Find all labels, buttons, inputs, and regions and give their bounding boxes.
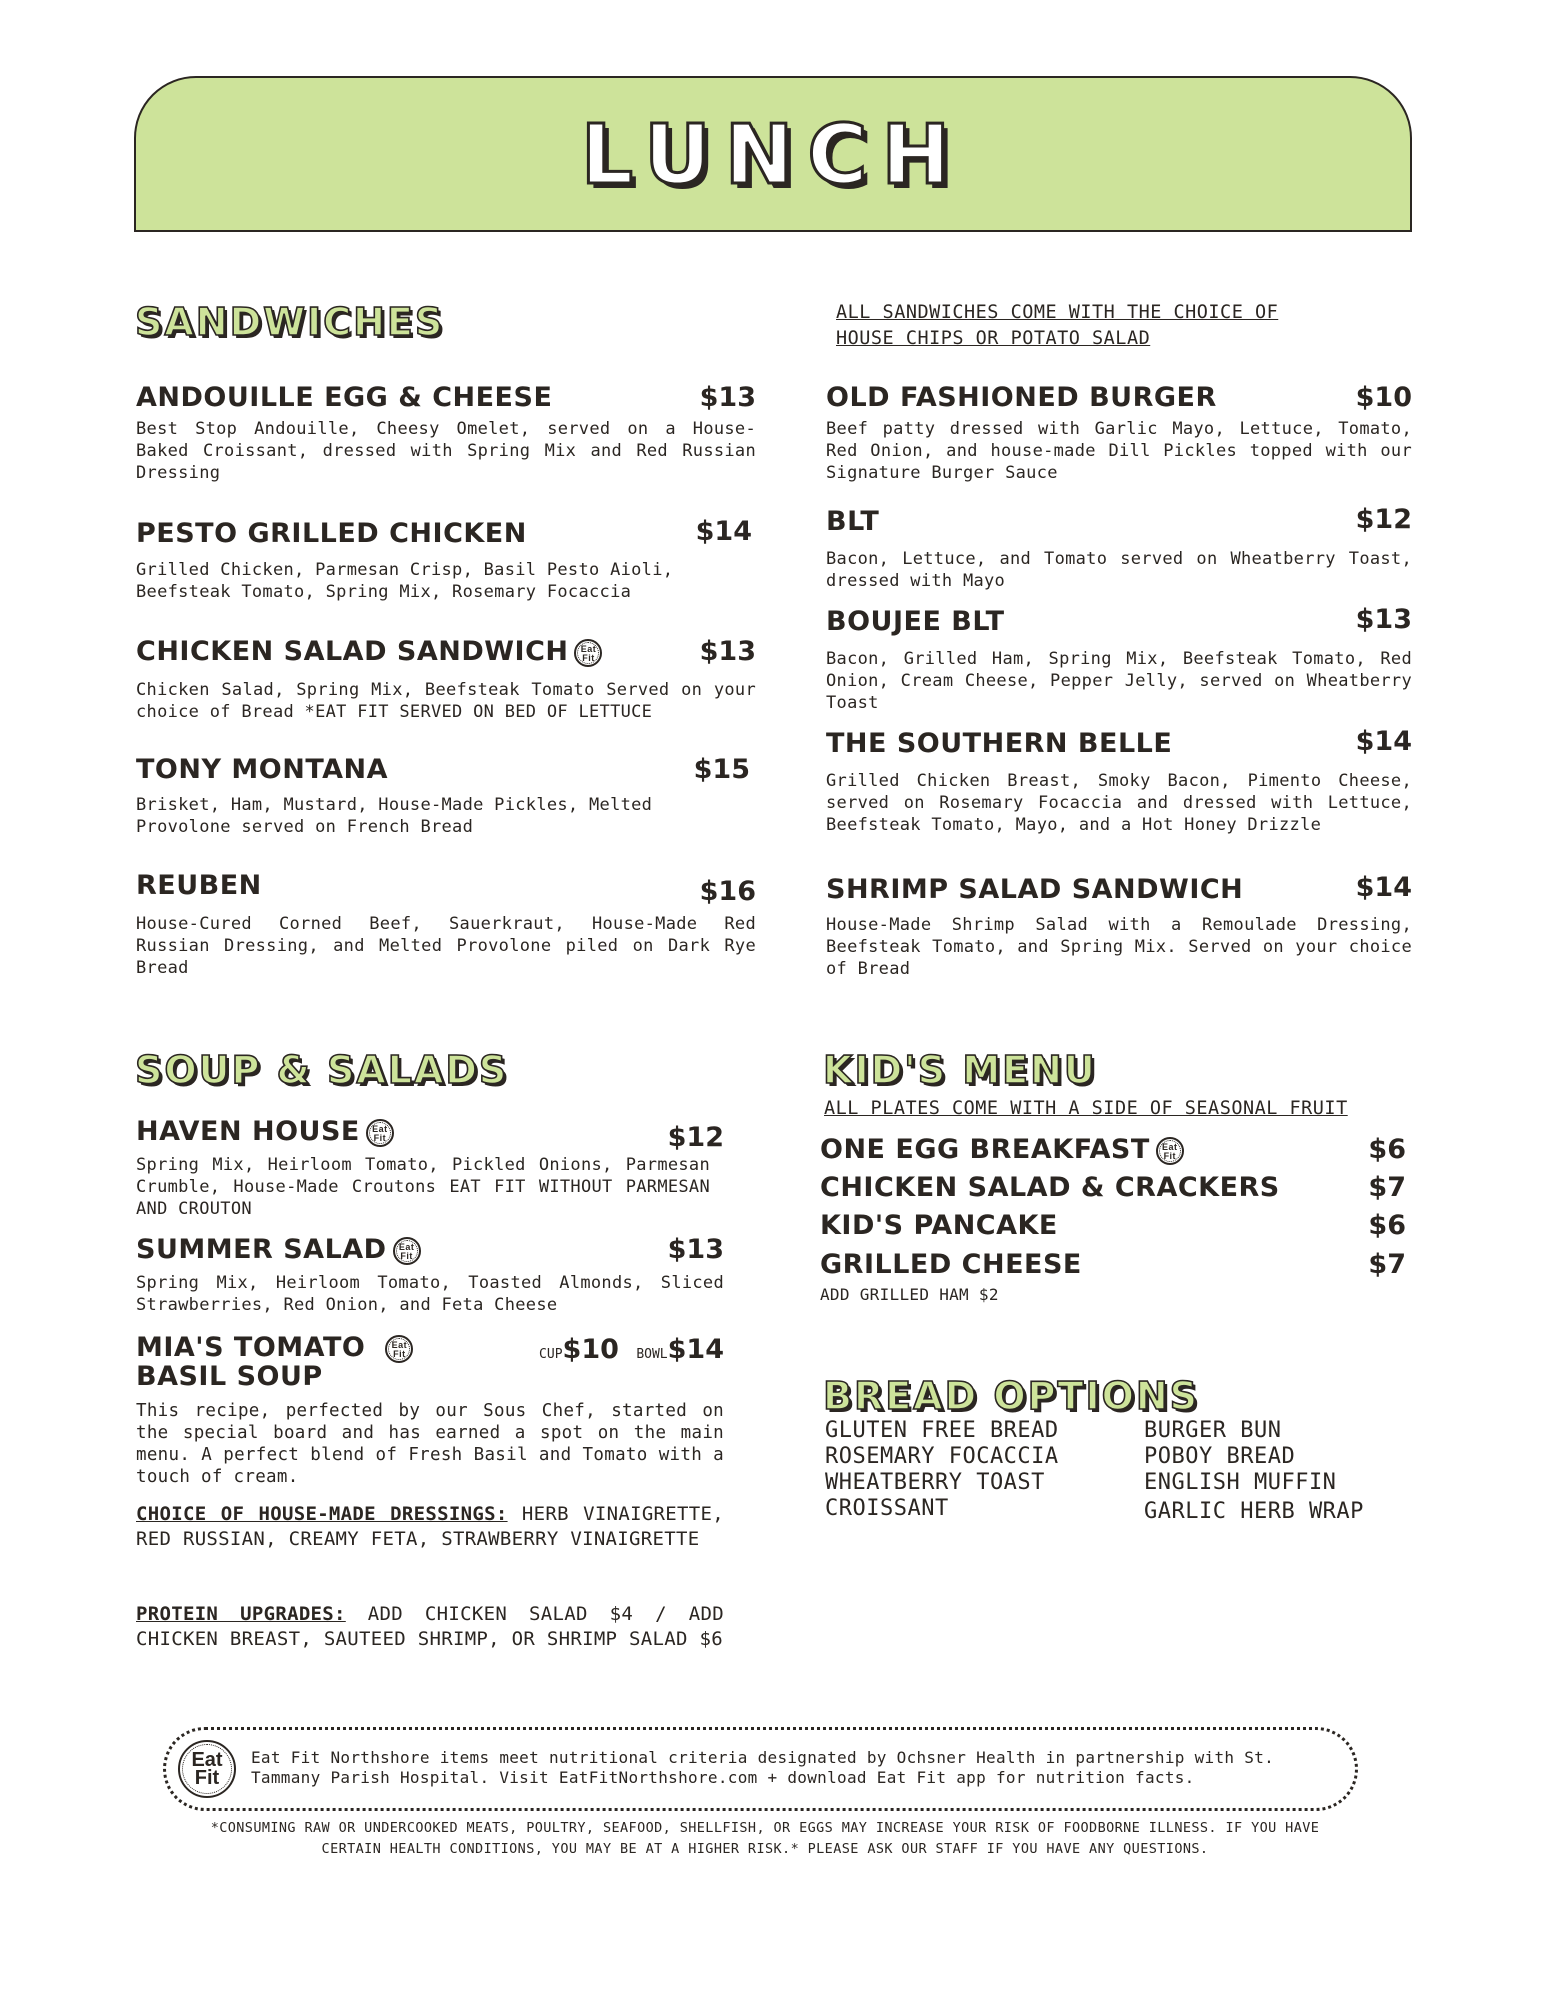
item-price: $13 (699, 382, 756, 413)
kids-item (820, 1134, 1406, 1168)
menu-item (826, 874, 1412, 984)
bread-option: BURGER BUN (1144, 1418, 1282, 1443)
item-name: OLD FASHIONED BURGER (826, 382, 1217, 413)
item-description: House-Cured Corned Beef, Sauerkraut, House-Made Red Russian Dressing, and Melted Provolone piled on Dark Rye Bread (136, 914, 756, 978)
kids-menu-note: ALL PLATES COME WITH A SIDE OF SEASONAL FRUIT (824, 1098, 1348, 1119)
item-description: House-Made Shrimp Salad with a Remoulade Dressing, Beefsteak Tomato, and Spring Mix. Served on your choice of Bread (826, 915, 1412, 979)
item-price: $14 (1355, 726, 1412, 757)
bread-list-1 (825, 1418, 1059, 1522)
item-name: PESTO GRILLED CHICKEN (136, 518, 527, 549)
eat-fit-icon: Eat Fit (366, 1119, 394, 1147)
bread-option: ROSEMARY FOCACCIA (825, 1444, 1059, 1469)
bread-option: GLUTEN FREE BREAD (825, 1418, 1059, 1443)
soup-prices: CUP$10 BOWL$14 (539, 1334, 724, 1365)
bread-options-heading: BREAD OPTIONS (823, 1374, 1200, 1418)
item-description: Spring Mix, Heirloom Tomato, Toasted Almonds, Sliced Strawberries, Red Onion, and Feta Cheese (136, 1273, 724, 1315)
item-price: $7 (1368, 1172, 1406, 1203)
item-name: BOUJEE BLT (826, 606, 1005, 637)
item-description: Spring Mix, Heirloom Tomato, Pickled Onions, Parmesan Crumble, House-Made Croutons EAT FIT WITHOUT PARMESAN AND CROUTON (136, 1155, 710, 1219)
item-name: CHICKEN SALAD & CRACKERS (820, 1172, 1280, 1203)
menu-item (826, 382, 1412, 492)
soup-item (136, 1334, 724, 1494)
menu-item (826, 606, 1412, 716)
item-name: BLT (826, 506, 880, 537)
item-price: $12 (1355, 504, 1412, 535)
eat-fit-description: Eat Fit Northshore items meet nutritional criteria designated by Ochsner Health in partnership with St. Tammany Parish Hospital. Visit EatFitNorthshore.com + download Eat Fit app for nutrition facts. (251, 1748, 1275, 1787)
item-description: Bacon, Grilled Ham, Spring Mix, Beefsteak Tomato, Red Onion, Cream Cheese, Pepper Jelly, served on Wheatberry Toast (826, 649, 1412, 713)
menu-item (136, 870, 756, 980)
bread-option: GARLIC HERB WRAP (1144, 1499, 1364, 1524)
item-price: $6 (1368, 1210, 1406, 1241)
item-price: $13 (1355, 604, 1412, 635)
protein-upgrades: PROTEIN UPGRADES: ADD CHICKEN SALAD $4 / ADD CHICKEN BREAST, SAUTEED SHRIMP, OR SHRIMP SALAD $6 (136, 1603, 724, 1650)
kids-item (820, 1210, 1406, 1244)
bread-option: POBOY BREAD (1144, 1444, 1296, 1469)
sandwiches-note: ALL SANDWICHES COME WITH THE CHOICE OF HOUSE CHIPS OR POTATO SALAD (836, 302, 1279, 349)
menu-item (136, 516, 756, 606)
eat-fit-footer (163, 1727, 1358, 1811)
item-price: $7 (1368, 1249, 1406, 1280)
dressings-info: CHOICE OF HOUSE-MADE DRESSINGS: HERB VINAIGRETTE, RED RUSSIAN, CREAMY FETA, STRAWBERRY VINAIGRETTE (136, 1503, 724, 1550)
menu-item (826, 728, 1412, 858)
eat-fit-logo-icon: Eat Fit (178, 1740, 236, 1798)
eat-fit-icon: Eat Fit (574, 639, 602, 667)
item-name: GRILLED CHEESE (820, 1249, 1082, 1280)
item-price: $15 (693, 754, 750, 785)
menu-item (136, 636, 756, 726)
kids-addon: ADD GRILLED HAM $2 (820, 1285, 999, 1304)
item-name: CHICKEN SALAD SANDWICH Eat Fit (136, 636, 602, 668)
item-price: $14 (1355, 872, 1412, 903)
item-description: Best Stop Andouille, Cheesy Omelet, served on a House-Baked Croissant, dressed with Spring Mix and Red Russian Dressing (136, 419, 756, 483)
item-price: $13 (699, 636, 756, 667)
eat-fit-icon: Eat Fit (393, 1237, 421, 1265)
item-price: $12 (667, 1122, 724, 1153)
item-name: THE SOUTHERN BELLE (826, 728, 1173, 759)
eat-fit-icon: Eat Fit (385, 1335, 413, 1363)
bread-option: CROISSANT (825, 1496, 949, 1521)
item-name: HAVEN HOUSE Eat Fit (136, 1116, 394, 1148)
bread-option: ENGLISH MUFFIN (1144, 1470, 1337, 1495)
menu-item (826, 506, 1412, 596)
food-safety-disclaimer: *CONSUMING RAW OR UNDERCOOKED MEATS, POULTRY, SEAFOOD, SHELLFISH, OR EGGS MAY INCREASE YOUR RISK OF FOODBORNE ILLNESS. IF YOU HAVE CERTAIN HEALTH CONDITIONS, YOU MAY BE AT A HIGHER RISK.* PLEASE ASK OUR STAFF IF YOU HAVE ANY QUESTIONS. (210, 1820, 1320, 1857)
item-description: This recipe, perfected by our Sous Chef, started on the special board and has earned a spot on the main menu. A perfect blend of Fresh Basil and Tomato with a touch of cream. (136, 1401, 724, 1487)
item-name: SUMMER SALAD Eat Fit (136, 1234, 421, 1266)
menu-item (136, 382, 756, 492)
item-name: KID'S PANCAKE (820, 1210, 1058, 1241)
item-name: REUBEN (136, 870, 262, 901)
menu-item (136, 754, 756, 844)
item-price: $16 (699, 876, 756, 907)
eat-fit-icon: Eat Fit (1156, 1137, 1184, 1165)
item-price: $14 (695, 516, 752, 547)
item-description: Chicken Salad, Spring Mix, Beefsteak Tomato Served on your choice of Bread *EAT FIT SERVED ON BED OF LETTUCE (136, 680, 756, 722)
item-description: Grilled Chicken, Parmesan Crisp, Basil Pesto Aioli, Beefsteak Tomato, Spring Mix, Rosemary Focaccia (136, 560, 674, 602)
item-price: $10 (1355, 382, 1412, 413)
bread-option: WHEATBERRY TOAST (825, 1470, 1045, 1495)
item-description: Beef patty dressed with Garlic Mayo, Lettuce, Tomato, Red Onion, and house-made Dill Pickles topped with our Signature Burger Sauce (826, 419, 1412, 483)
item-name: ANDOUILLE EGG & CHEESE (136, 382, 553, 413)
menu-item (136, 1116, 724, 1219)
kids-menu-heading: KID'S MENU (823, 1048, 1097, 1092)
kids-item (820, 1249, 1406, 1283)
item-name: SHRIMP SALAD SANDWICH (826, 874, 1244, 905)
kids-item (820, 1172, 1406, 1206)
item-description: Brisket, Ham, Mustard, House-Made Pickles, Melted Provolone served on French Bread (136, 795, 653, 837)
soup-salads-heading: SOUP & SALADS (135, 1048, 509, 1092)
item-price: $13 (667, 1234, 724, 1265)
item-description: Bacon, Lettuce, and Tomato served on Wheatberry Toast, dressed with Mayo (826, 549, 1412, 591)
item-name: TONY MONTANA (136, 754, 389, 785)
item-name: ONE EGG BREAKFAST Eat Fit (820, 1134, 1184, 1166)
sandwiches-heading: SANDWICHES (135, 300, 445, 344)
page-title: LUNCH (580, 108, 965, 203)
item-name: MIA'S TOMATO Eat Fit BASIL SOUP (136, 1334, 413, 1390)
bread-list-2 (1144, 1418, 1364, 1525)
item-price: $6 (1368, 1134, 1406, 1165)
menu-item (136, 1234, 724, 1324)
item-description: Grilled Chicken Breast, Smoky Bacon, Pimento Cheese, served on Rosemary Focaccia and dressed with Lettuce, Beefsteak Tomato, Mayo, and a Hot Honey Drizzle (826, 771, 1412, 835)
